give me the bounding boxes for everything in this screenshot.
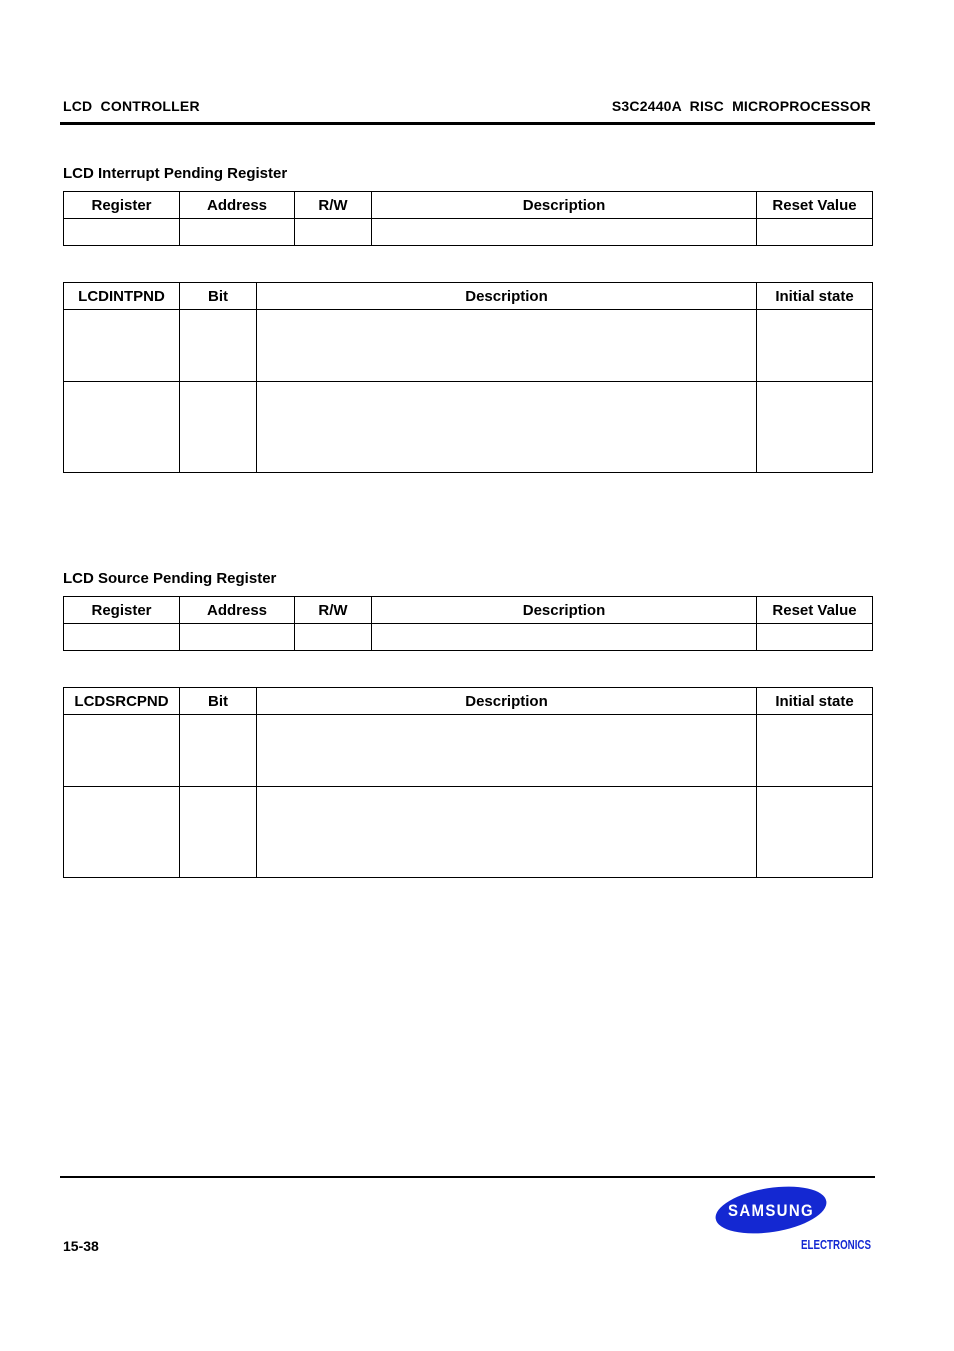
logo-brand-text: SAMSUNG: [728, 1201, 814, 1220]
table-cell: [64, 787, 180, 878]
header-cell: LCDINTPND: [64, 283, 180, 310]
header-cell: R/W: [295, 597, 372, 624]
table-cell: [180, 715, 257, 787]
table-row: [64, 382, 873, 473]
header-cell: Description: [372, 597, 757, 624]
table-cell: [180, 310, 257, 382]
header-cell: Register: [64, 597, 180, 624]
table-cell: [757, 624, 873, 651]
header-cell: Reset Value: [757, 192, 873, 219]
table-cell: [180, 787, 257, 878]
table-cell: [180, 382, 257, 473]
table-cell: [757, 715, 873, 787]
header-cell: Address: [180, 597, 295, 624]
table-cell: [64, 382, 180, 473]
table-cell: [295, 624, 372, 651]
section-title-source-pending: LCD Source Pending Register: [63, 570, 277, 587]
table-cell: [257, 382, 757, 473]
table-cell: [180, 219, 295, 246]
table-row: [64, 624, 873, 651]
table-header-row: [64, 283, 873, 310]
table-row: [64, 715, 873, 787]
header-cell: LCDSRCPND: [64, 688, 180, 715]
register-table-interrupt-pending: [63, 191, 873, 246]
samsung-electronics-logo: [714, 1184, 874, 1256]
header-cell: Register: [64, 192, 180, 219]
table-cell: [757, 382, 873, 473]
table-cell: [757, 310, 873, 382]
table-cell: [257, 715, 757, 787]
section-title-interrupt-pending: LCD Interrupt Pending Register: [63, 165, 288, 182]
header-cell: R/W: [295, 192, 372, 219]
table-cell: [295, 219, 372, 246]
header-cell: Description: [257, 688, 757, 715]
table-cell: [757, 219, 873, 246]
table-row: [64, 219, 873, 246]
table-cell: [64, 715, 180, 787]
table-cell: [257, 310, 757, 382]
table-header-row: [64, 597, 873, 624]
table-row: [64, 787, 873, 878]
page-number: 15-38: [63, 1238, 99, 1254]
table-cell: [64, 310, 180, 382]
table-cell: [64, 624, 180, 651]
table-cell: [372, 624, 757, 651]
table-cell: [64, 219, 180, 246]
header-cell: Initial state: [757, 688, 873, 715]
table-header-row: [64, 688, 873, 715]
footer-rule: [60, 1176, 875, 1178]
header-rule: [60, 122, 875, 125]
table-header-row: [64, 192, 873, 219]
running-header-product: S3C2440A RISC MICROPROCESSOR: [611, 98, 871, 114]
table-cell: [372, 219, 757, 246]
table-cell: [757, 787, 873, 878]
table-row: [64, 310, 873, 382]
table-cell: [180, 624, 295, 651]
header-cell: Initial state: [757, 283, 873, 310]
header-cell: Address: [180, 192, 295, 219]
table-cell: [257, 787, 757, 878]
header-cell: Reset Value: [757, 597, 873, 624]
running-header-section: LCD CONTROLLER: [63, 98, 200, 114]
register-table-source-pending: [63, 596, 873, 651]
header-cell: Description: [257, 283, 757, 310]
logo-sub-text: ELECTRONICS: [801, 1237, 872, 1252]
header-cell: Bit: [180, 283, 257, 310]
header-cell: Description: [372, 192, 757, 219]
header-cell: Bit: [180, 688, 257, 715]
bit-table-lcdsrcpnd: [63, 687, 873, 878]
bit-table-lcdintpnd: [63, 282, 873, 473]
